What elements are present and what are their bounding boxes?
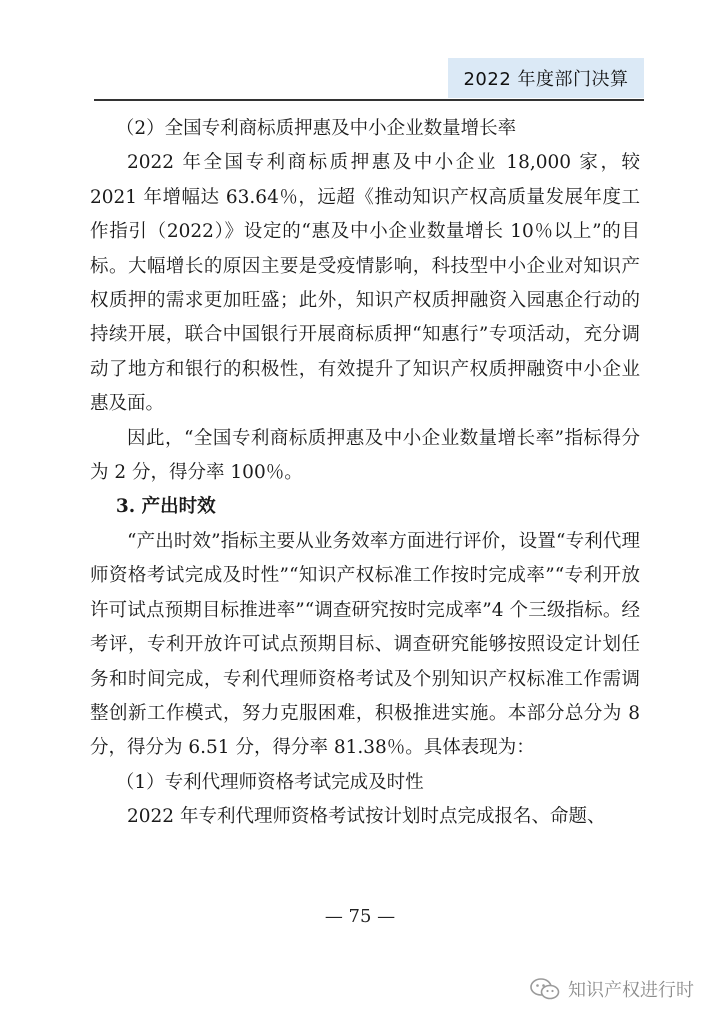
- header-title-band: [448, 58, 644, 98]
- paragraph-pledge-score: 因此，“全国专利商标质押惠及中小企业数量增长率”指标得分为 2 分，得分率 100％。: [90, 427, 640, 484]
- heading-output-timeliness: 3. 产出时效: [115, 496, 216, 518]
- watermark-text: 知识产权进行时: [568, 980, 694, 1001]
- header-rule: [94, 99, 644, 101]
- header-title: 2022 年度部门决算: [463, 69, 629, 90]
- document-body: [90, 112, 640, 835]
- paragraph-pledge-details: 2022 年全国专利商标质押惠及中小企业 18,000 家，较 2021 年增幅达 63.64％，远超《推动知识产权高质量发展年度工作指引（2022）》设定的“惠及中小企业数量增长 10％以上”的目标。大幅增长的原因主要是受疫情影响，科技型中小企业对知识产权质押的需求更加旺盛；此外，知识产权质押融资入园惠企行动的持续开展，联合中国银行开展商标质押“知惠行”专项活动，充分调动了地方和银行的积极性，有效提升了知识产权质押融资中小企业惠及面。: [90, 152, 640, 415]
- wechat-icon: [530, 978, 560, 1000]
- subheading-exam-timeliness: （1）专利代理师资格考试完成及时性: [115, 771, 424, 793]
- subheading-pledge-growth: （2）全国专利商标质押惠及中小企业数量增长率: [115, 118, 517, 139]
- page-number: — 75 —: [324, 906, 396, 927]
- paragraph-output-timeliness: “产出时效”指标主要从业务效率方面进行评价，设置“专利代理师资格考试完成及时性”“知识产权标准工作按时完成率”“专利开放许可试点预期目标推进率”“调查研究按时完成率”4 个三级指标。经考评，专利开放许可试点预期目标、调查研究能够按照设定计划任务和时间完成，专利代理师资格考试及个别知识产权标准工作需调整创新工作模式，努力克服困难，积极推进实施。本部分总分为 8 分，得分为 6.51 分，得分率 81.38％。具体表现为：: [90, 530, 640, 759]
- paragraph-exam-details: 2022 年专利代理师资格考试按计划时点完成报名、命题、: [127, 806, 606, 828]
- watermark: [530, 976, 694, 1002]
